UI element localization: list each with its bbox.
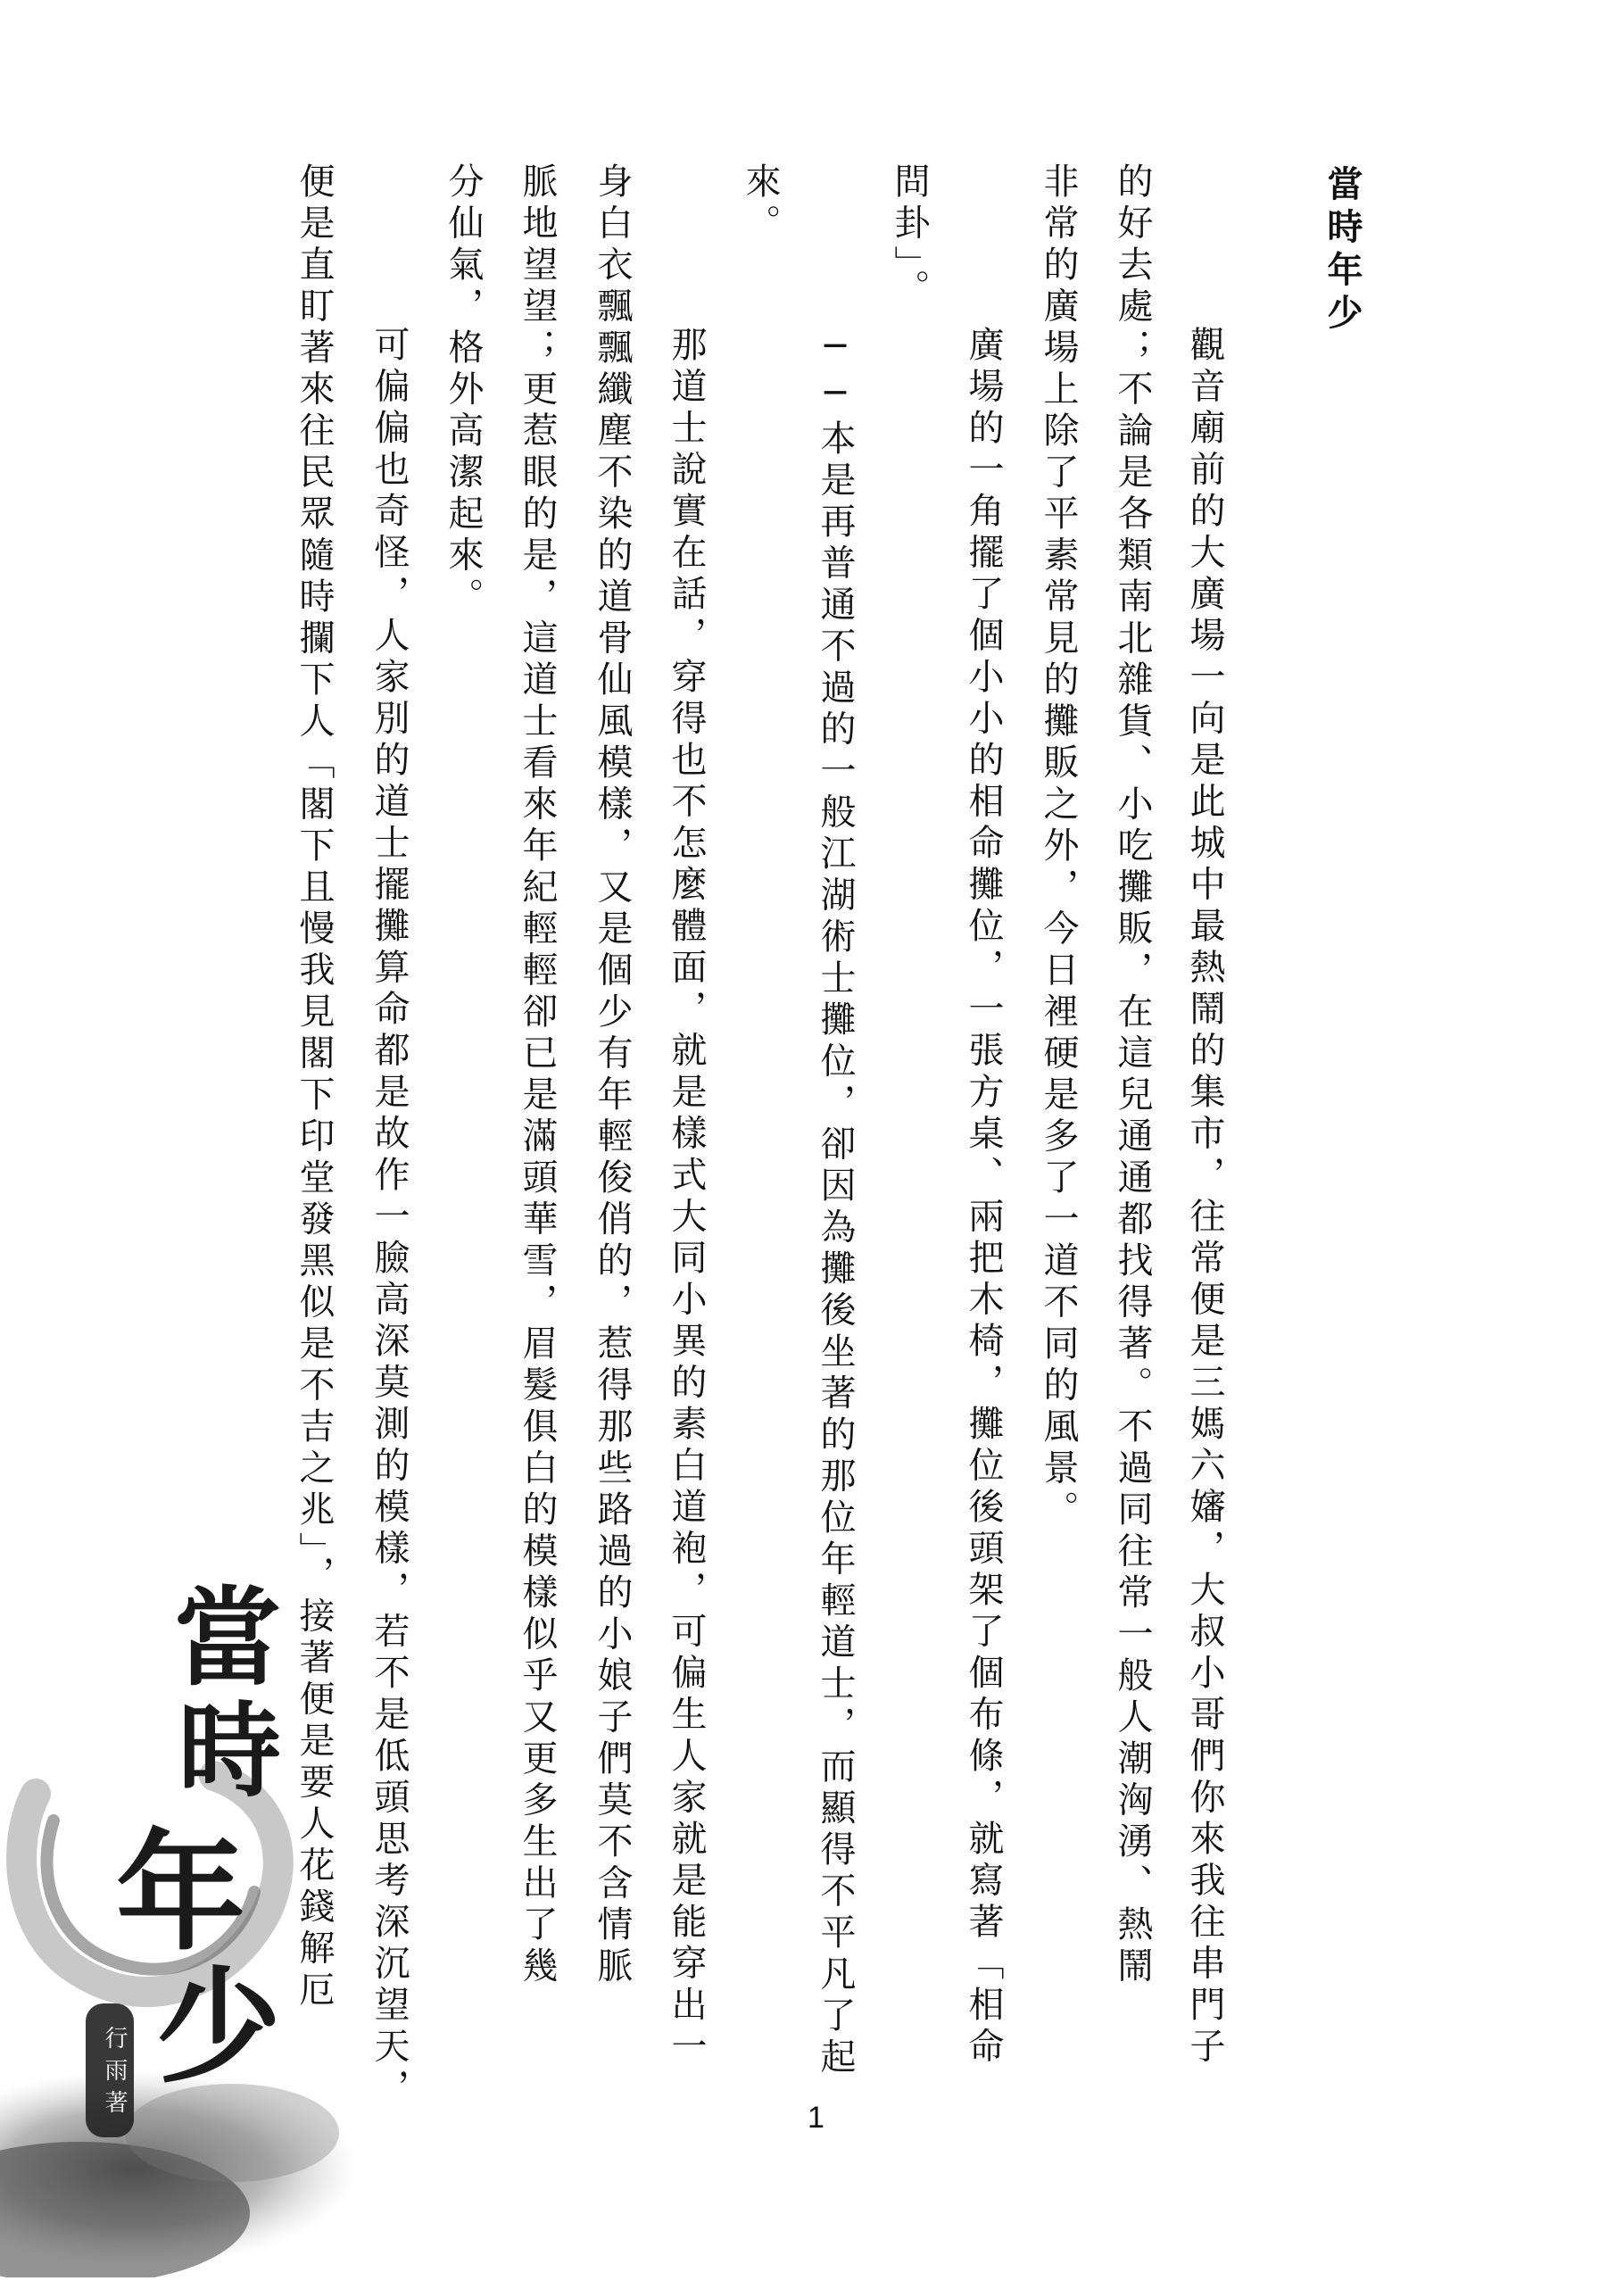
text-column: 那道士說實在話，穿得也不怎麼體面，就是樣式大同小異的素白道袍，可偏生人家就是能穿出一 xyxy=(666,243,707,2069)
logo-glyph: 年 xyxy=(116,1817,245,1969)
text-column: 問卦」。 xyxy=(889,162,930,311)
text-column: 分仙氣，格外高潔起來。 xyxy=(443,162,484,619)
text-column: 來。 xyxy=(740,162,781,245)
text-column: 觀音廟前的大廣場一向是此城中最熱鬧的集市，往常便是三媽六嬸，大叔小哥們你來我往串門子 xyxy=(1184,243,1225,2069)
page-number: 1 xyxy=(808,2101,824,2135)
text-column: 可偏偏也奇怪，人家別的道士擺攤算命都是故作一臉高深莫測的模樣，若不是低頭思考深沉望天， xyxy=(369,243,410,2111)
logo-glyph: 當 xyxy=(174,1575,281,1701)
text-column: 廣場的一角擺了個小小的相命攤位，一張方桌、兩把木椅，攤位後頭架了個布條，就寫著「相命 xyxy=(963,243,1004,2069)
logo-glyph: 少 xyxy=(156,1954,282,2101)
text-column: 便是直盯著來往民眾隨時攔下人「閣下且慢我見閣下印堂發黑似是不吉之兆」，接著便是要人花錢解厄 xyxy=(294,162,335,2012)
text-column: 的好去處；不論是各類南北雜貨、小吃攤販，在這兒通通都找得著。不過同往常一般人潮洶湧、熱鬧 xyxy=(1112,162,1153,1988)
text-column: 身白衣飄飄纖塵不染的道骨仙風模樣，又是個少有年輕俊俏的，惹得那些路過的小娘子們莫不含情脈 xyxy=(592,162,633,1988)
calligraphy-logo xyxy=(0,1553,410,2277)
text-column: 非常的廣場上除了平素常見的攤販之外，今日裡硬是多了一道不同的風景。 xyxy=(1038,162,1079,1532)
text-column: ──本是再普通不過的一般江湖術士攤位，卻因為攤後坐著的那位年輕道士，而顯得不平凡了起 xyxy=(815,243,856,2079)
logo-glyph: 時 xyxy=(178,1691,282,1812)
text-column: 脈地望望；更惹眼的是，這道士看來年紀輕輕卻已是滿頭華雪，眉髮俱白的模樣似乎又更多生出了幾 xyxy=(517,162,558,1988)
chapter-title: 當時年少 xyxy=(1322,165,1363,336)
author-credit: 行雨著 xyxy=(101,2026,128,2122)
